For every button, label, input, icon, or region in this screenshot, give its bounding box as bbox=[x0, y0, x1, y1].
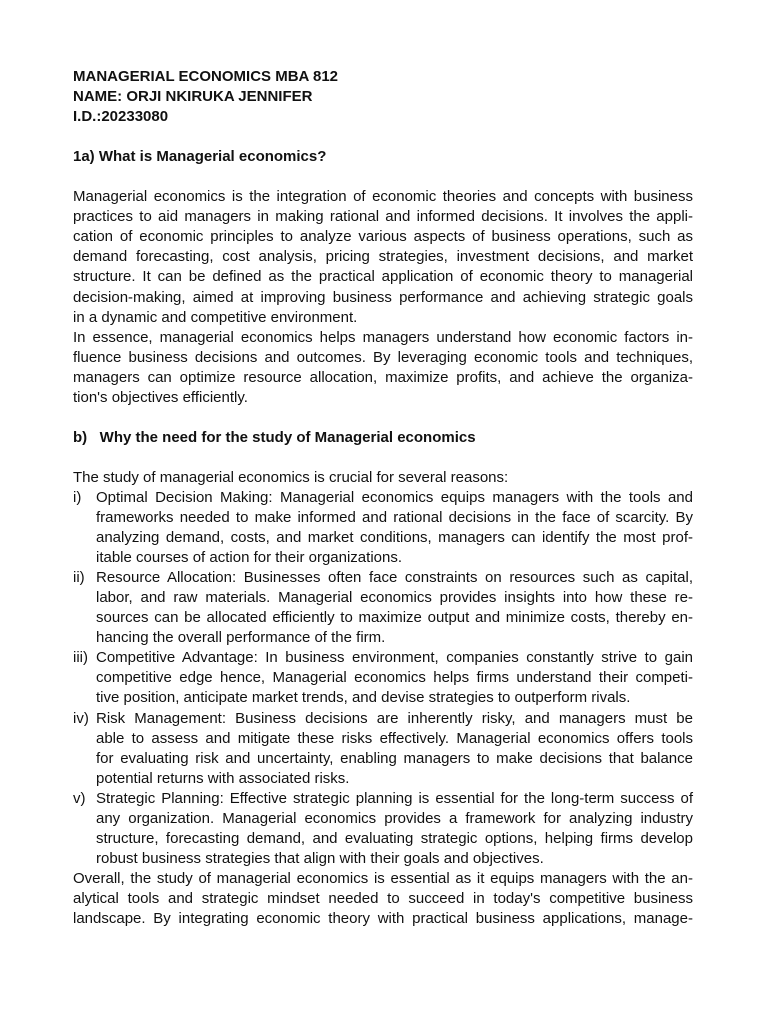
question-1a-heading: 1a) What is Managerial economics? bbox=[73, 148, 327, 166]
text-line: for evaluating risk and uncertainty, enabling managers to make decisions that balance bbox=[96, 749, 693, 767]
text-line: tion's objectives efficiently. bbox=[73, 388, 248, 406]
list-item bbox=[73, 488, 693, 568]
list-item-label: v) bbox=[73, 789, 86, 807]
list-item-text bbox=[96, 648, 693, 708]
list-item bbox=[73, 789, 693, 869]
list-item-text bbox=[96, 488, 693, 568]
student-name: NAME: ORJI NKIRUKA JENNIFER bbox=[73, 88, 313, 106]
reasons-list bbox=[73, 488, 693, 869]
text-line: decision-making, aimed at improving business performance and achieving strategic goals bbox=[73, 288, 693, 306]
text-line: alytical tools and strategic mindset needed to succeed in today's competitive business bbox=[73, 889, 693, 907]
text-line: structure. It can be defined as the practical application of economic theory to managerial bbox=[73, 268, 693, 286]
text-line: Optimal Decision Making: Managerial economics equips managers with the tools and bbox=[96, 488, 693, 506]
text-line: competitive edge hence, Managerial economics helps firms understand their competi- bbox=[96, 669, 693, 687]
list-item-label: i) bbox=[73, 488, 82, 506]
list-item-text bbox=[96, 568, 693, 648]
text-line: In essence, managerial economics helps managers understand how economic factors in- bbox=[73, 328, 693, 346]
text-line: hancing the overall performance of the firm. bbox=[96, 629, 386, 647]
text-line: Risk Management: Business decisions are inherently risky, and managers must be bbox=[96, 709, 693, 727]
course-title: MANAGERIAL ECONOMICS MBA 812 bbox=[73, 68, 339, 85]
text-line: robust business strategies that align with their goals and objectives. bbox=[96, 849, 544, 867]
text-line: Overall, the study of managerial economics is essential as it equips managers with the an- bbox=[73, 869, 693, 887]
text-line: Managerial economics is the integration of economic theories and concepts with business bbox=[73, 188, 693, 206]
text-line: frameworks needed to make informed and rational decisions in the face of scarcity. By bbox=[96, 509, 693, 527]
text-line: in a dynamic and competitive environment. bbox=[73, 308, 358, 326]
text-line: managers can optimize resource allocation, maximize profits, and achieve the organiza- bbox=[73, 368, 693, 386]
list-item-text bbox=[96, 789, 693, 869]
question-1b-heading: b) Why the need for the study of Managerial economics bbox=[73, 428, 476, 446]
text-line: tive position, anticipate market trends, and devise strategies to outperform rivals. bbox=[96, 689, 631, 707]
text-line: Strategic Planning: Effective strategic planning is essential for the long-term success of bbox=[96, 789, 693, 807]
answer-1b-intro: The study of managerial economics is crucial for several reasons: bbox=[73, 468, 509, 486]
answer-1b-conclusion bbox=[73, 869, 693, 929]
text-line: analyzing demand, costs, and market conditions, managers can identify the most prof- bbox=[96, 529, 693, 547]
document-page bbox=[73, 67, 693, 929]
text-line: landscape. By integrating economic theory with practical business applications, manage- bbox=[73, 909, 693, 927]
answer-1a-paragraph-1 bbox=[73, 187, 693, 327]
text-line: Resource Allocation: Businesses often face constraints on resources such as capital, bbox=[96, 569, 693, 587]
text-line: labor, and raw materials. Managerial economics provides insights into how these re- bbox=[96, 589, 693, 607]
list-item-text bbox=[96, 709, 693, 789]
text-line: any organization. Managerial economics provides a framework for analyzing industry bbox=[96, 809, 693, 827]
text-line: demand forecasting, cost analysis, pricing strategies, investment decisions, and market bbox=[73, 248, 693, 266]
text-line: fluence business decisions and outcomes. By leveraging economic tools and techniques, bbox=[73, 348, 693, 366]
text-line: structure, forecasting demand, and evaluating strategic options, helping firms develop bbox=[96, 829, 693, 847]
text-line: able to assess and mitigate these risks effectively. Managerial economics offers tools bbox=[96, 729, 693, 747]
list-item bbox=[73, 709, 693, 789]
text-line: cation of economic principles to analyze various aspects of business operations, such as bbox=[73, 228, 693, 246]
list-item bbox=[73, 568, 693, 648]
answer-1a-paragraph-2 bbox=[73, 328, 693, 408]
text-line: potential returns with associated risks. bbox=[96, 769, 350, 787]
text-line: itable courses of action for their organizations. bbox=[96, 549, 402, 567]
text-line: practices to aid managers in making rational and informed decisions. It involves the appli- bbox=[73, 208, 693, 226]
text-line: Competitive Advantage: In business environment, companies constantly strive to gain bbox=[96, 649, 693, 667]
list-item-label: iii) bbox=[73, 649, 88, 667]
list-item-label: iv) bbox=[73, 709, 89, 727]
list-item-label: ii) bbox=[73, 569, 85, 587]
list-item bbox=[73, 648, 693, 708]
student-id: I.D.:20233080 bbox=[73, 108, 169, 126]
text-line: sources can be allocated efficiently to maximize output and minimize costs, thereby en- bbox=[96, 609, 693, 627]
